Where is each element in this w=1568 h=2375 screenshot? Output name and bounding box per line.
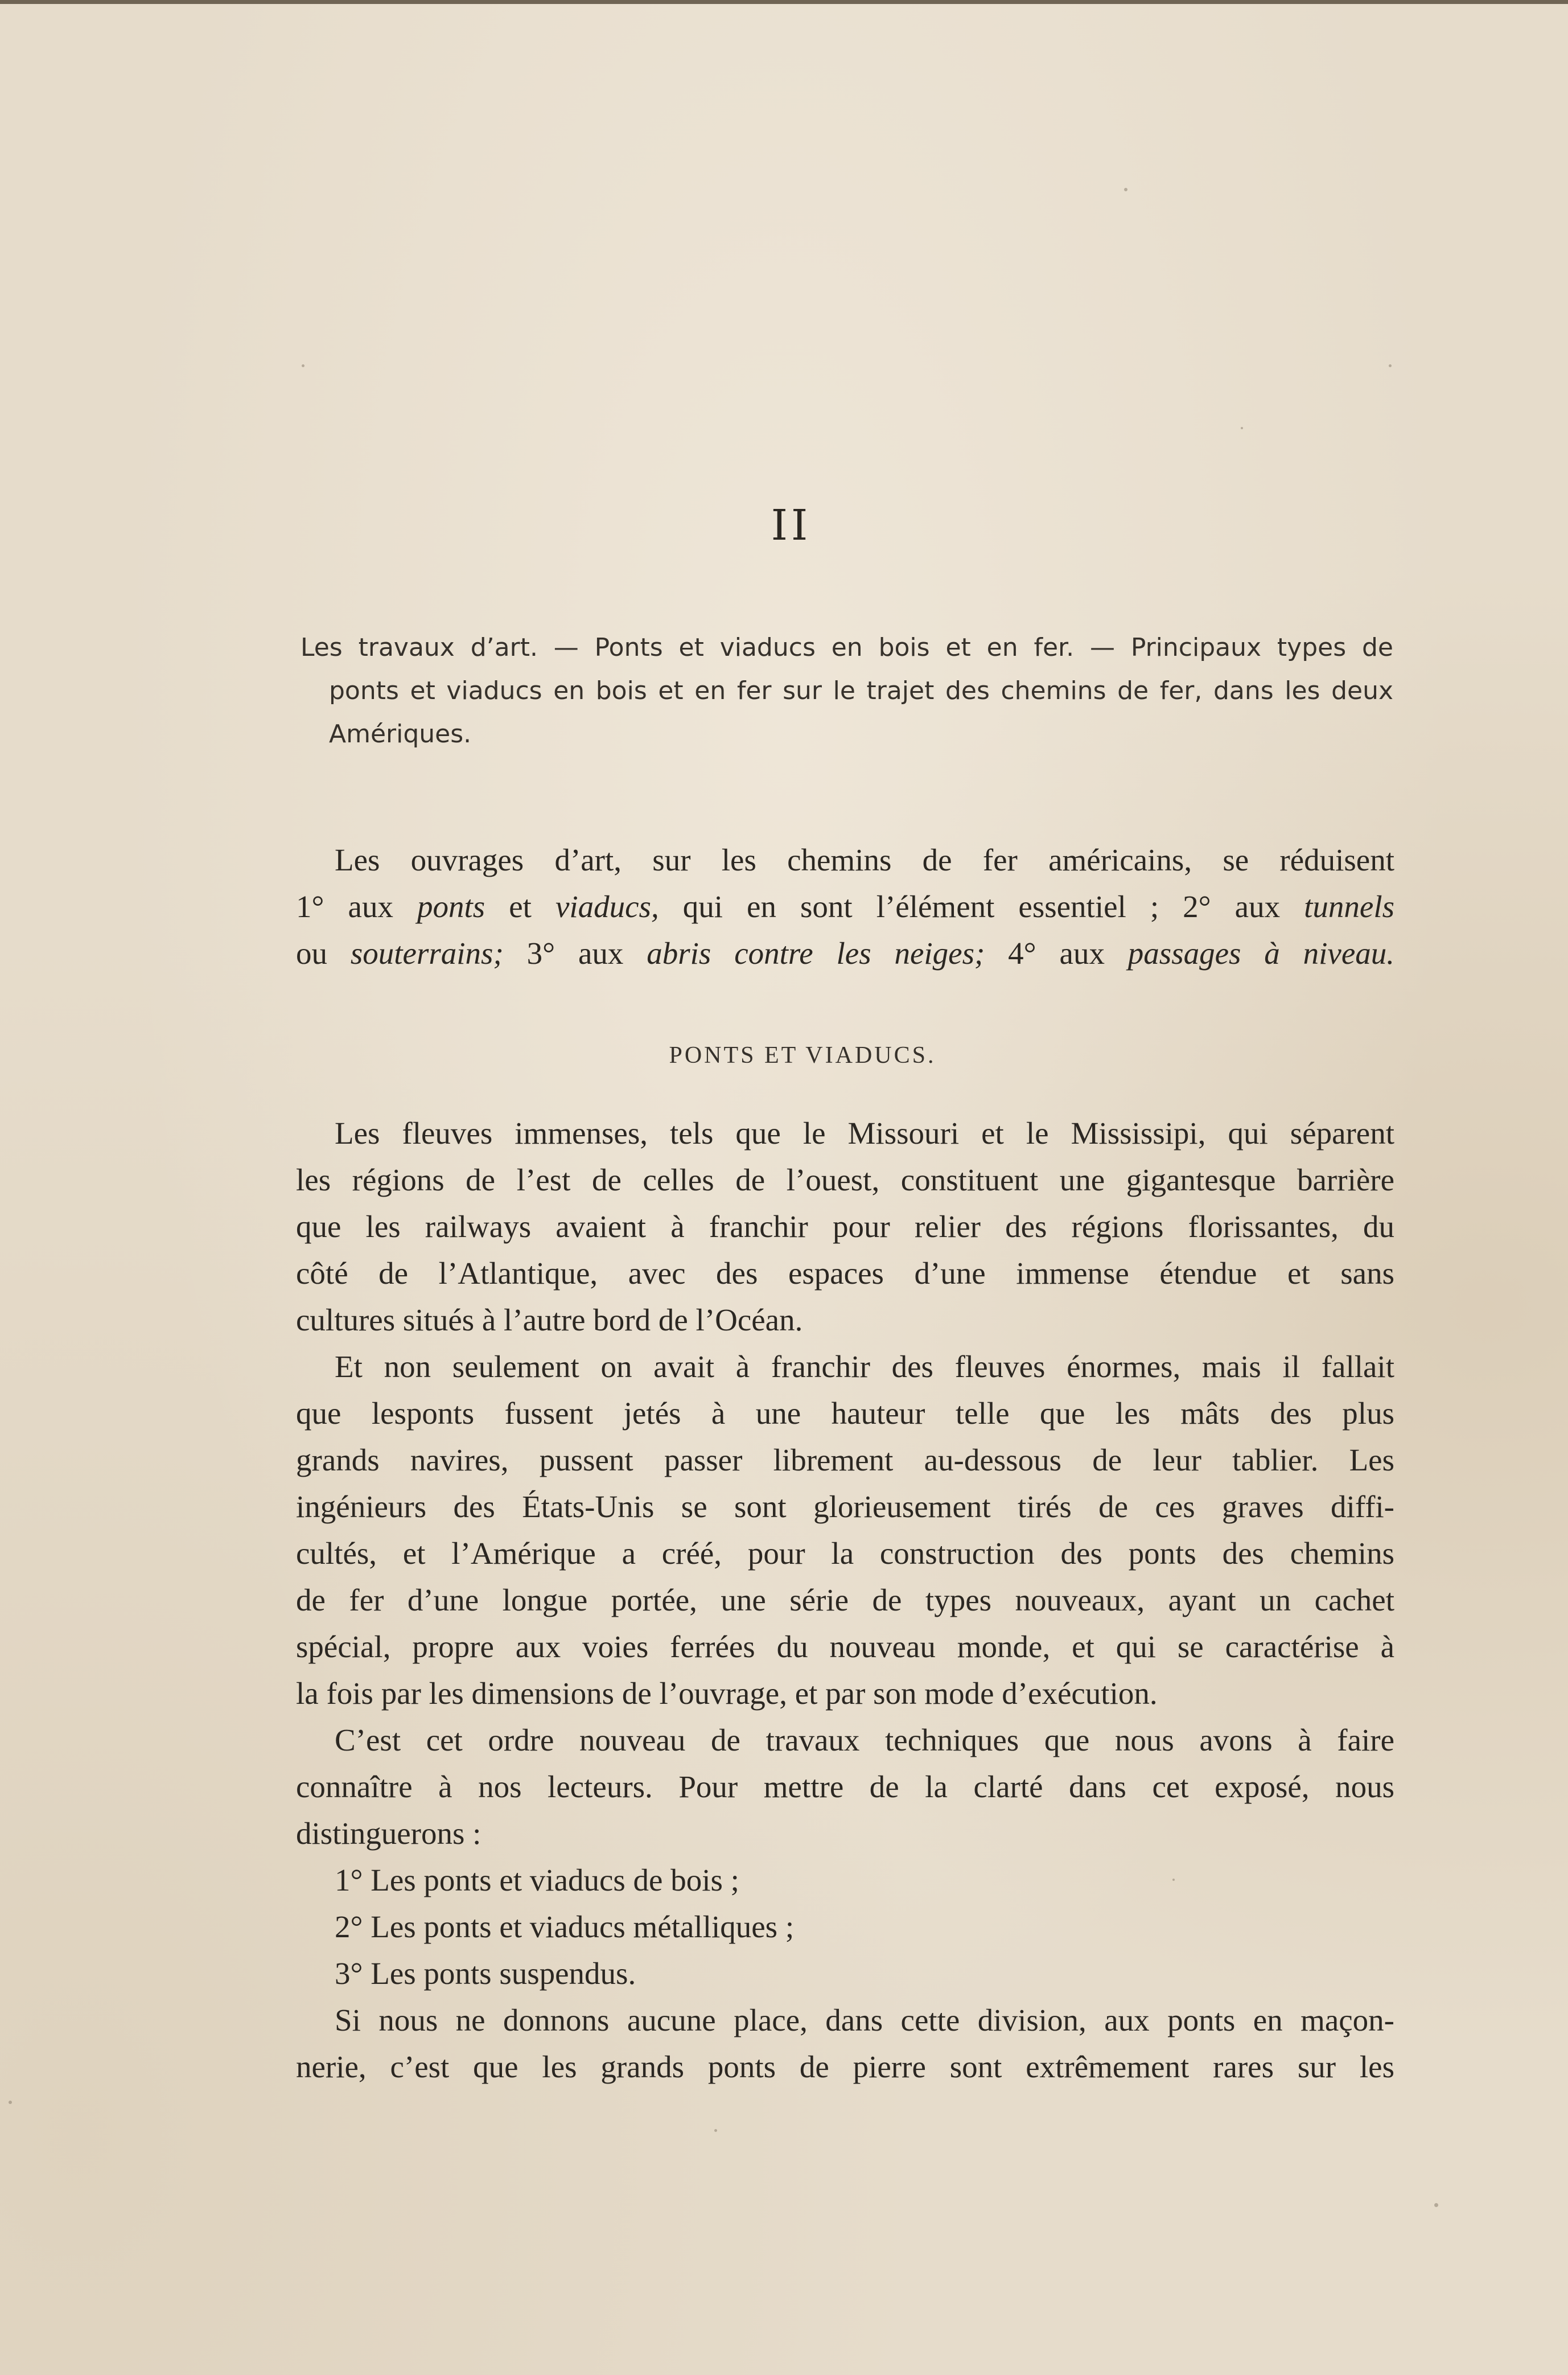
summary-line-2: ponts et viaducs en bois et en fer sur le trajet des chemins de fer, dans les deux — [329, 676, 1393, 705]
intro-text: 3° aux — [503, 936, 647, 971]
section-heading: PONTS ET VIADUCS. — [669, 1042, 936, 1069]
intro-text: ou — [296, 936, 351, 971]
intro-term-passages: passages à niveau. — [1127, 936, 1394, 971]
intro-line-1: Les ouvrages d’art, sur les chemins de fer américains, se réduisent — [335, 843, 1394, 877]
para3-line: distinguerons : — [296, 1816, 481, 1851]
intro-term-souterrains: souterrains; — [350, 936, 504, 971]
para2-line: la fois par les dimensions de l’ouvrage, et par son mode d’exécution. — [296, 1676, 1158, 1711]
para2-line: ingénieurs des États-Unis se sont glorieusement tirés de ces graves diffi- — [296, 1489, 1394, 1524]
intro-text: 1° aux — [296, 889, 417, 924]
intro-text: qui en sont l’élément essentiel ; 2° aux — [659, 889, 1304, 924]
list-item: 2° Les ponts et viaducs métalliques ; — [335, 1909, 795, 1944]
intro-paragraph — [296, 837, 1394, 977]
paper-speck — [1389, 364, 1392, 367]
intro-term-ponts: ponts — [417, 889, 485, 924]
summary-line-3: Amériques. — [329, 720, 472, 749]
para1-line: que les railways avaient à franchir pour relier des régions florissantes, du — [296, 1209, 1394, 1244]
intro-line-2 — [296, 884, 1394, 930]
paper-speck — [714, 2129, 717, 2132]
para1-line: cultures situés à l’autre bord de l’Océan. — [296, 1302, 803, 1337]
para2-line: Et non seulement on avait à franchir des fleuves énormes, mais il fallait — [335, 1349, 1394, 1384]
paper-speck — [302, 364, 304, 367]
intro-text: et — [485, 889, 555, 924]
para3-line: connaître à nos lecteurs. Pour mettre de la clarté dans cet exposé, nous — [296, 1769, 1394, 1804]
para4-line: nerie, c’est que les grands ponts de pierre sont extrêmement rares sur les — [296, 2049, 1394, 2084]
paper-speck — [1434, 2203, 1438, 2207]
intro-text: 4° aux — [985, 936, 1128, 971]
summary-line-1: Les travaux d’art. — Ponts et viaducs en bois et en fer. — Principaux types de — [301, 633, 1393, 662]
intro-line-3 — [296, 930, 1394, 977]
top-edge-rule — [0, 0, 1568, 4]
main-text — [296, 1110, 1394, 2090]
intro-term-tunnels: tunnels — [1304, 889, 1395, 924]
para2-line: de fer d’une longue portée, une série de types nouveaux, ayant un cachet — [296, 1583, 1394, 1617]
para4-line: Si nous ne donnons aucune place, dans cette division, aux ponts en maçon- — [335, 2003, 1394, 2037]
chapter-number: II — [771, 501, 812, 550]
para3-line: C’est cet ordre nouveau de travaux techniques que nous avons à faire — [335, 1723, 1394, 1757]
para2-line: spécial, propre aux voies ferrées du nouveau monde, et qui se caractérise à — [296, 1629, 1394, 1664]
para2-line: que lesponts fussent jetés à une hauteur telle que les mâts des plus — [296, 1396, 1394, 1431]
chapter-summary — [301, 626, 1393, 756]
para1-line: les régions de l’est de celles de l’ouest, constituent une gigantesque barrière — [296, 1162, 1394, 1197]
para1-line: côté de l’Atlantique, avec des espaces d’une immense étendue et sans — [296, 1256, 1394, 1291]
paper-speck — [1124, 188, 1127, 191]
para2-line: cultés, et l’Amérique a créé, pour la construction des ponts des chemins — [296, 1536, 1394, 1571]
para2-line: grands navires, pussent passer librement au-dessous de leur tablier. Les — [296, 1443, 1394, 1477]
paper-speck — [1172, 1879, 1175, 1881]
intro-term-abris: abris contre les neiges; — [647, 936, 985, 971]
list-item: 3° Les ponts suspendus. — [335, 1956, 636, 1991]
intro-term-viaducs: viaducs, — [555, 889, 659, 924]
list-item: 1° Les ponts et viaducs de bois ; — [335, 1863, 739, 1897]
paper-speck — [1241, 427, 1243, 429]
para1-line: Les fleuves immenses, tels que le Missouri et le Mississipi, qui séparent — [335, 1116, 1394, 1150]
paper-speck — [9, 2101, 12, 2104]
